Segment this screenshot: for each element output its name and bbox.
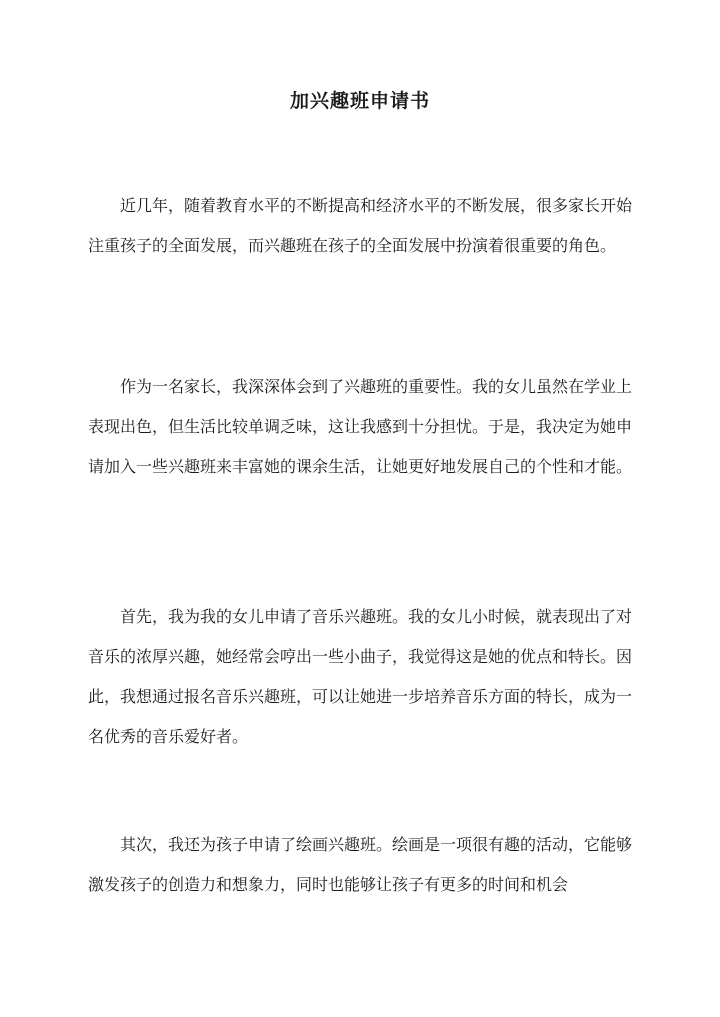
document-title: 加兴趣班申请书	[289, 90, 430, 112]
paragraph-2: 作为一名家长，我深深体会到了兴趣班的重要性。我的女儿虽然在学业上表现出色，但生活比较单调乏味，这让我感到十分担忧。于是，我决定为她申请加入一些兴趣班来丰富她的课余生活，让她更好地发展自己的个性和才能。	[88, 377, 633, 476]
paragraph-4: 其次，我还为孩子申请了绘画兴趣班。绘画是一项很有趣的活动，它能够激发孩子的创造力和想象力，同时也能够让孩子有更多的时间和机会	[88, 835, 633, 894]
paragraph-1: 近几年，随着教育水平的不断提高和经济水平的不断发展，很多家长开始注重孩子的全面发展，而兴趣班在孩子的全面发展中扮演着很重要的角色。	[88, 196, 633, 255]
paragraph-3: 首先，我为我的女儿申请了音乐兴趣班。我的女儿小时候，就表现出了对音乐的浓厚兴趣，她经常会哼出一些小曲子，我觉得这是她的优点和特长。因此，我想通过报名音乐兴趣班，可以让她进一步培养音乐方面的特长，成为一名优秀的音乐爱好者。	[88, 607, 633, 746]
